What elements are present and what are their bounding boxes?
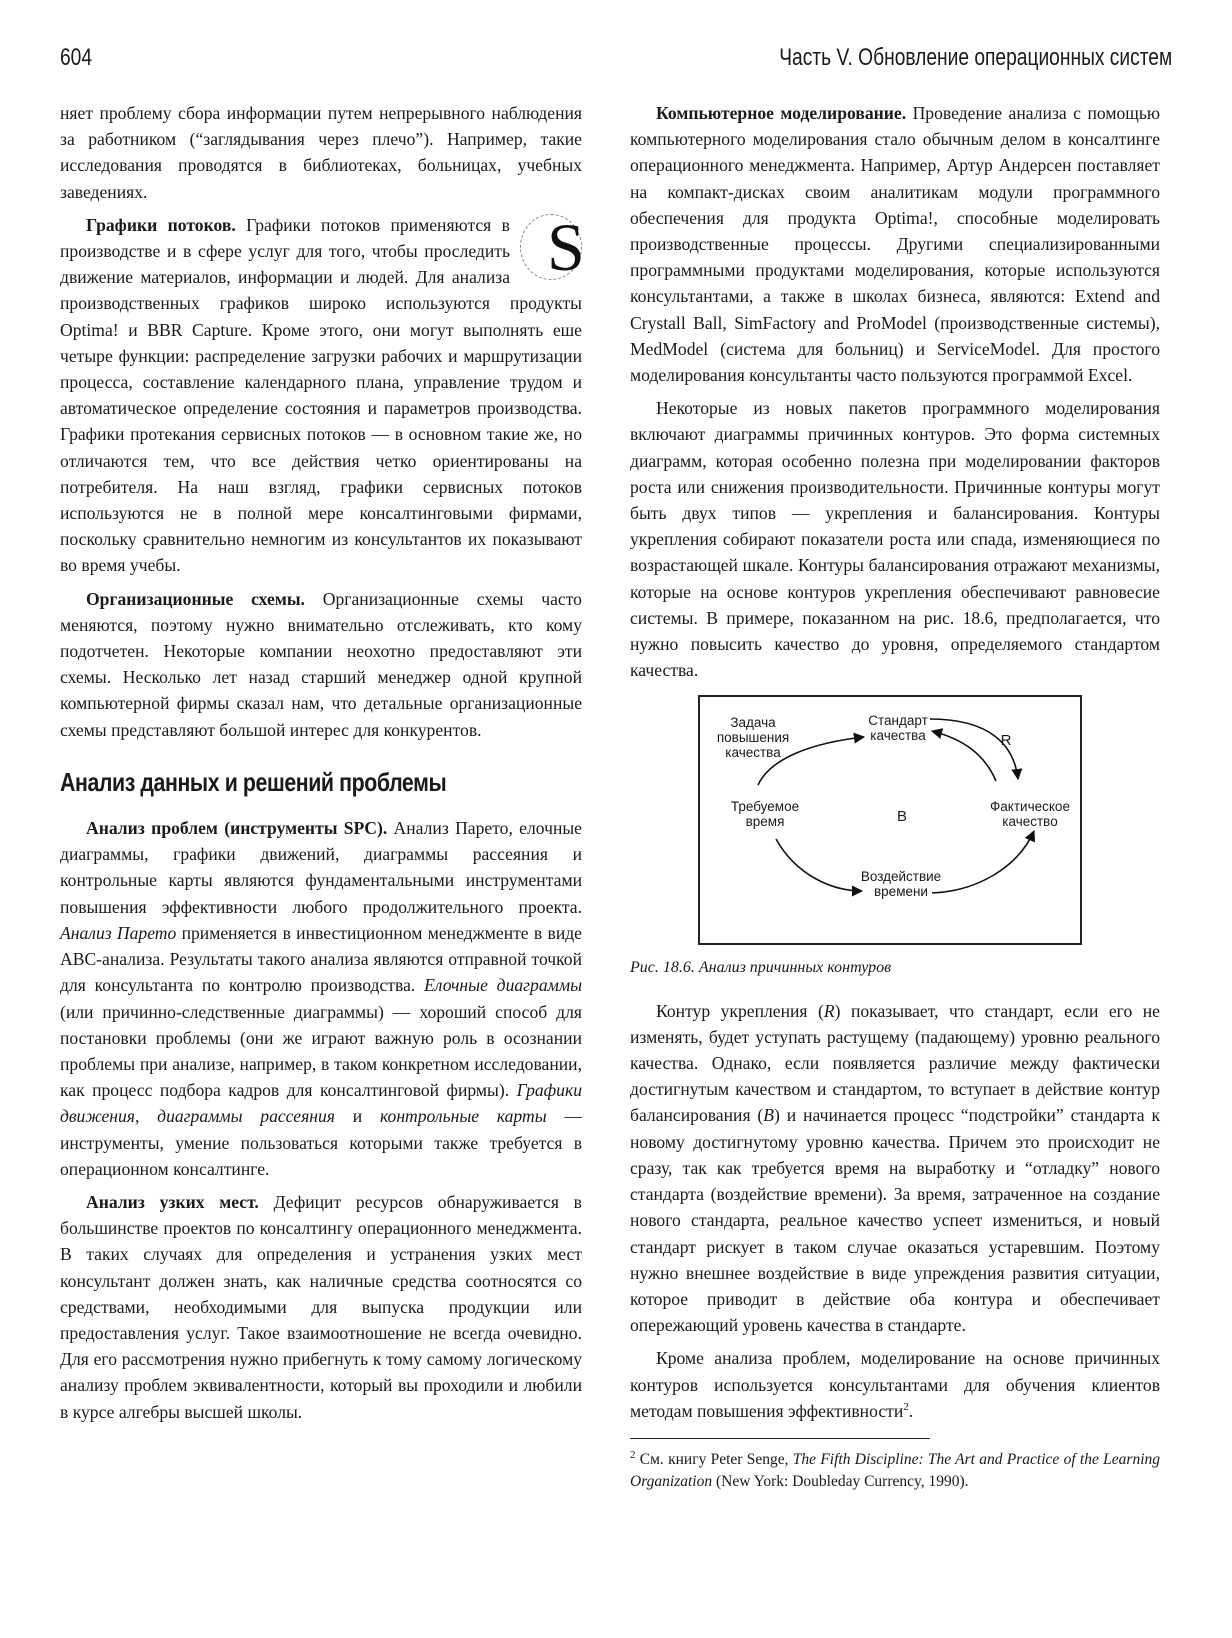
left-column: [60, 100, 585, 1432]
footnote-ref[interactable]: 2: [903, 1400, 909, 1413]
node-task: Задача повышения качества: [716, 715, 790, 761]
text: Контур укрепления (: [656, 1000, 824, 1021]
text: ) показывает, что стандарт, если его не изменять, будет уступать растущему (падающему) уровню реального качества. Однако, если появляется различие между фактически достигнутым качеством и стандартом, то вступает в действие контур балансирования (: [630, 1000, 1160, 1126]
text: (New York: Doubleday Currency, 1990).: [712, 1472, 969, 1490]
italic-term: Анализ Парето: [60, 922, 177, 943]
node-loop-b: B: [896, 808, 907, 826]
italic-term: B: [763, 1105, 775, 1126]
run-in-heading: Анализ проблем (инструменты SPC).: [86, 818, 388, 839]
node-actual-quality: Фактическое качество: [990, 799, 1070, 830]
dropcap-s-icon: S: [520, 214, 582, 280]
run-in-heading: Компьютерное моделирование.: [656, 103, 907, 123]
italic-term: контрольные карты: [379, 1106, 547, 1127]
paragraph-flow-charts: [60, 208, 585, 579]
paragraph-text: Проведение анализа с помощью компьютерного моделирования стало обычным делом в консалтинге операционного менеджмента. Например, Артур Андерсен поставляет на компакт-дисках своим аналитикам модули программного обеспечения для продукта Optima!, способные моделировать производственные процессы. Другими специализированными программными продуктами моделирования, которые используются консультантами, а также в школах бизнеса, являются: Extend and Crystall Ball, SimFactory and ProModel (производственные системы), MedModel (система для больниц) и ServiceModel. Для простого моделирования консультанты часто пользуются программой Excel.: [630, 103, 1160, 386]
italic-term: R: [823, 1000, 835, 1021]
paragraph-spc: [60, 815, 582, 1182]
footnote-number: 2: [630, 1448, 636, 1461]
figure-caption: Рис. 18.6. Анализ причинных контуров: [630, 959, 892, 977]
paragraph-loops: [630, 998, 1160, 1339]
node-required-time: Требуемое время: [730, 799, 800, 830]
paragraph-org-charts: [60, 586, 582, 743]
paragraph: Некоторые из новых пакетов программного моделирования включают диаграммы причинных контуров. Это форма системных диаграмм, которая особенно полезна при моделировании факторов роста или снижения производительности. Причинные контуры могут быть двух типов — укрепления и балансирования. Контуры укрепления собирают показатели роста или спада, изменяющиеся по возрастающей шкале. Контуры балансирования отражают механизмы, которые на основе контуров укрепления обеспечивают равновесие системы. В примере, показанном на рис. 18.6, предполагается, что нужно повысить качество до уровня, определяемого стандартом качества.: [630, 398, 1160, 681]
paragraph-simulation: [630, 100, 1160, 388]
footnote: [630, 1449, 1160, 1493]
node-standard: Стандарт качества: [868, 713, 928, 744]
right-column: [630, 100, 1160, 1493]
run-in-heading: Графики потоков.: [86, 214, 236, 235]
text: — инструменты, умение пользоваться которыми также требуется в операционном консалтинге.: [60, 1106, 583, 1179]
text: и: [334, 1106, 380, 1127]
paragraph-text: Графики потоков применяются в производстве и в сфере услуг для того, чтобы проследить движение материалов, информации и людей. Для анализа производственных графиков широко используются продукты Optima! и BBR Capture. Кроме этого, они могут выполнять еше четыре функции: распределение загрузки рабочих и маршрутизации процесса, составление календарного плана, управление трудом и автоматическое определение состояния и параметров производства. Графики протекания сервисных потоков — в основном такие же, но отличаются тем, что все действия четко ориентированы на потребителя. На наш взгляд, графики сервисных потоков используются не в полной мере консалтинговыми фирмами, поскольку сравнительно немногим из консультантов их показывают во время учебы.: [60, 214, 582, 576]
paragraph-text: Организационные схемы часто меняются, поэтому нужно внимательно отслеживать, кто кому подотчетен. Некоторые компании неохотно предоставляют эти схемы. Несколько лет назад старший менеджер одной крупной компьютерной фирмы сказал нам, что детальные организационные схемы представляют большой интерес для конкурентов.: [60, 588, 582, 740]
arrow-standard-to-actual: [930, 719, 1018, 779]
paragraph-bottlenecks: [60, 1189, 582, 1425]
arrow-time-effect-to-actual: [932, 831, 1034, 893]
section-heading: Анализ данных и решений проблемы: [60, 766, 447, 797]
text: См. книгу Peter Senge,: [635, 1450, 793, 1468]
paragraph-training: [630, 1345, 1160, 1424]
causal-loop-diagram: [698, 695, 1082, 945]
text: Кроме анализа проблем, моделирование на основе причинных контуров используется консультантами для обучения клиентов методам повышения эффективности: [630, 1348, 1160, 1421]
italic-term: Графики движения, диаграммы рассеяния: [60, 1080, 582, 1127]
text: Анализ Парето, елочные диаграммы, графики движений, диаграммы рассеяния и контрольные карты являются фундаментальными инструментами повышения эффективности любого продолжительного проекта.: [60, 818, 582, 917]
run-in-heading: Анализ узких мест.: [86, 1191, 259, 1212]
running-head: Часть V. Обновление операционных систем: [779, 44, 1172, 71]
italic-title: The Fifth Discipline: The Art and Practice of the Learning Organization: [630, 1450, 1160, 1490]
page-number: 604: [60, 44, 93, 71]
arrow-actual-to-standard: [932, 731, 996, 781]
run-in-heading: Организационные схемы.: [86, 588, 305, 609]
node-loop-r: R: [1000, 732, 1012, 750]
text: применяется в инвестиционном менеджменте в виде ABC-анализа. Результаты такого анализа являются отправной точкой для консультанта по контролю производства.: [60, 922, 582, 996]
text: .: [908, 1400, 914, 1421]
paragraph-text: Дефицит ресурсов обнаруживается в большинстве проектов по консалтингу операционного менеджмента. В таких случаях для определения и устранения узких мест консультант должен знать, как наличные средства соотносятся со средствами, необходимыми для выпуска продукции или предоставления услуг. Такое взаимоотношение не всегда очевидно. Для его рассмотрения нужно прибегнуть к тому самому логическому анализу проблем эквивалентности, который вы проходили и любили в курсе алгебры высшей школы.: [60, 1191, 582, 1422]
footnote-divider: [630, 1438, 930, 1439]
text: (или причинно-следственные диаграммы) — хороший способ для постановки проблемы (они же играют важную роль в осознании проблемы при анализе, например, в таком конкретном исследовании, как процесс подбора кадров для консалтинговой фирмы).: [60, 1001, 582, 1101]
node-time-effect: Воздействие времени: [860, 869, 942, 900]
text: ) и начинается процесс “подстройки” стандарта к новому достигнутому уровню качества. Причем это происходит не сразу, так как требуется время на выработку и “отладку” нового стандарта (воздействие времени). За время, затраченное на создание нового стандарта, реальное качество успеет измениться, и новый стандарт рискует в таком случае оказаться устаревшим. Поэтому нужно внешнее воздействие в виде упреждения развития ситуации, которое приводит в действие оба контура и обеспечивает опережающий уровень качества в стандарте.: [630, 1105, 1160, 1336]
paragraph: няет проблему сбора информации путем непрерывного наблюдения за работником (“заглядывания через плечо”). Например, такие исследования проводятся в библиотеках, больницах, учебных заведениях.: [60, 103, 582, 202]
italic-term: Елочные диаграммы: [424, 975, 582, 996]
arrow-required-to-time-effect: [776, 839, 862, 891]
